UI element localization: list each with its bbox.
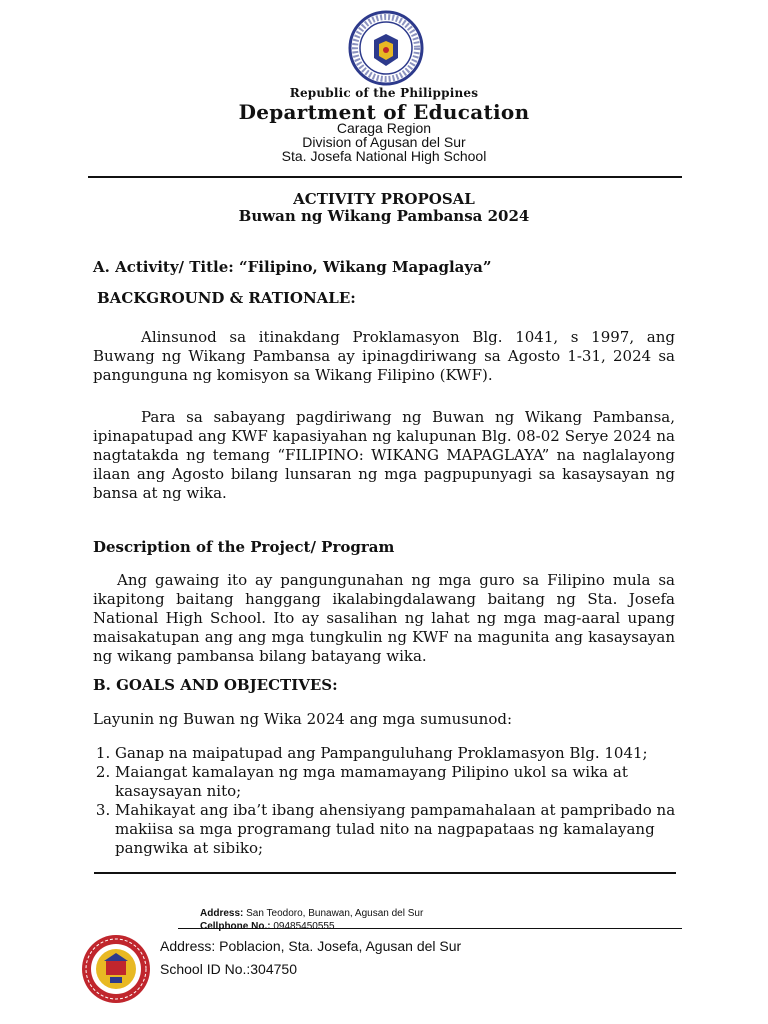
description-paragraph: Ang gawaing ito ay pangungunahan ng mga guro sa Filipino mula sa ikapitong baitang hanggang ikalabingdalawang baitang ng Sta. Josefa National High School. Ito ay sasalihan ng lahat ng mga mag-aaral upang maisakatupan ang ang mga tungkulin ng KWF na magunita ang kasaysayan ng wikang pambansa bilang batayang wika. — [93, 571, 675, 665]
header-divider — [88, 176, 682, 178]
school-logo-icon — [80, 933, 152, 1005]
goals-intro: Layunin ng Buwan ng Wika 2024 ang mga sumusunod: — [93, 710, 513, 728]
republic-line: Republic of the Philippines — [289, 86, 479, 100]
activity-title: A. Activity/ Title: “Filipino, Wikang Mapaglaya” — [93, 258, 492, 276]
footer-divider — [178, 928, 682, 929]
goal-item-3: 3. Mahikayat ang iba’t ibang ahensiyang pampamahalaan at pampribado na makiisa sa mga programang tulad nito na nagpapataas ng kamalayang pangwika at sibiko; — [115, 801, 683, 858]
description-heading: Description of the Project/ Program — [93, 538, 395, 556]
school-line: Sta. Josefa National High School — [281, 148, 487, 164]
background-paragraph-1: Alinsunod sa itinakdang Proklamasyon Blg. 1041, s 1997, ang Buwang ng Wikang Pambansa ay ipinagdiriwang sa Agosto 1-31, 2024 sa pangunguna ng komisyon sa Wikang Filipino (KWF). — [93, 328, 675, 384]
footer-address-value: San Teodoro, Bunawan, Agusan del Sur — [243, 908, 424, 919]
footer-school-id: School ID No.:304750 — [160, 961, 297, 977]
background-paragraph-2: Para sa sabayang pagdiriwang ng Buwan ng Wikang Pambansa, ipinapatupad ang KWF kapasiyahan ng kalupunan Blg. 08-02 Serye 2024 na nagtatakda ng temang “FILIPINO: WIKANG MAPAGLAYA” na naglalayong ilaan ang Agosto bilang lunsaran ng mga pagpupunyagi sa kasaysayan ng bansa at ng wika. — [93, 408, 675, 502]
footer-address-large: Address: Poblacion, Sta. Josefa, Agusan del Sur — [160, 938, 462, 954]
footer-cellphone — [200, 920, 335, 933]
goal-item-2: 2. Maiangat kamalayan ng mga mamamayang Pilipino ukol sa wika at kasaysayan nito; — [115, 763, 683, 801]
division-line: Division of Agusan del Sur — [302, 134, 466, 150]
background-heading: BACKGROUND & RATIONALE: — [97, 289, 356, 307]
deped-seal-icon — [348, 10, 424, 86]
department-name: Department of Education — [238, 100, 530, 124]
footer-cellphone-label: Cellphone No.: — [200, 921, 271, 932]
document-subtitle: Buwan ng Wikang Pambansa 2024 — [238, 207, 530, 225]
footer-address-label: Address: — [200, 908, 244, 919]
goals-heading: B. GOALS AND OBJECTIVES: — [93, 676, 338, 694]
goal-item-1: 1. Ganap na maipatupad ang Pampanguluhang Proklamasyon Blg. 1041; — [115, 744, 683, 763]
footer-address — [200, 907, 423, 920]
document-title: ACTIVITY PROPOSAL — [293, 190, 475, 208]
region-line: Caraga Region — [336, 120, 432, 136]
footer-cellphone-value: 09485450555 — [270, 921, 335, 932]
goals-list — [93, 744, 683, 858]
body-end-divider — [94, 872, 676, 874]
